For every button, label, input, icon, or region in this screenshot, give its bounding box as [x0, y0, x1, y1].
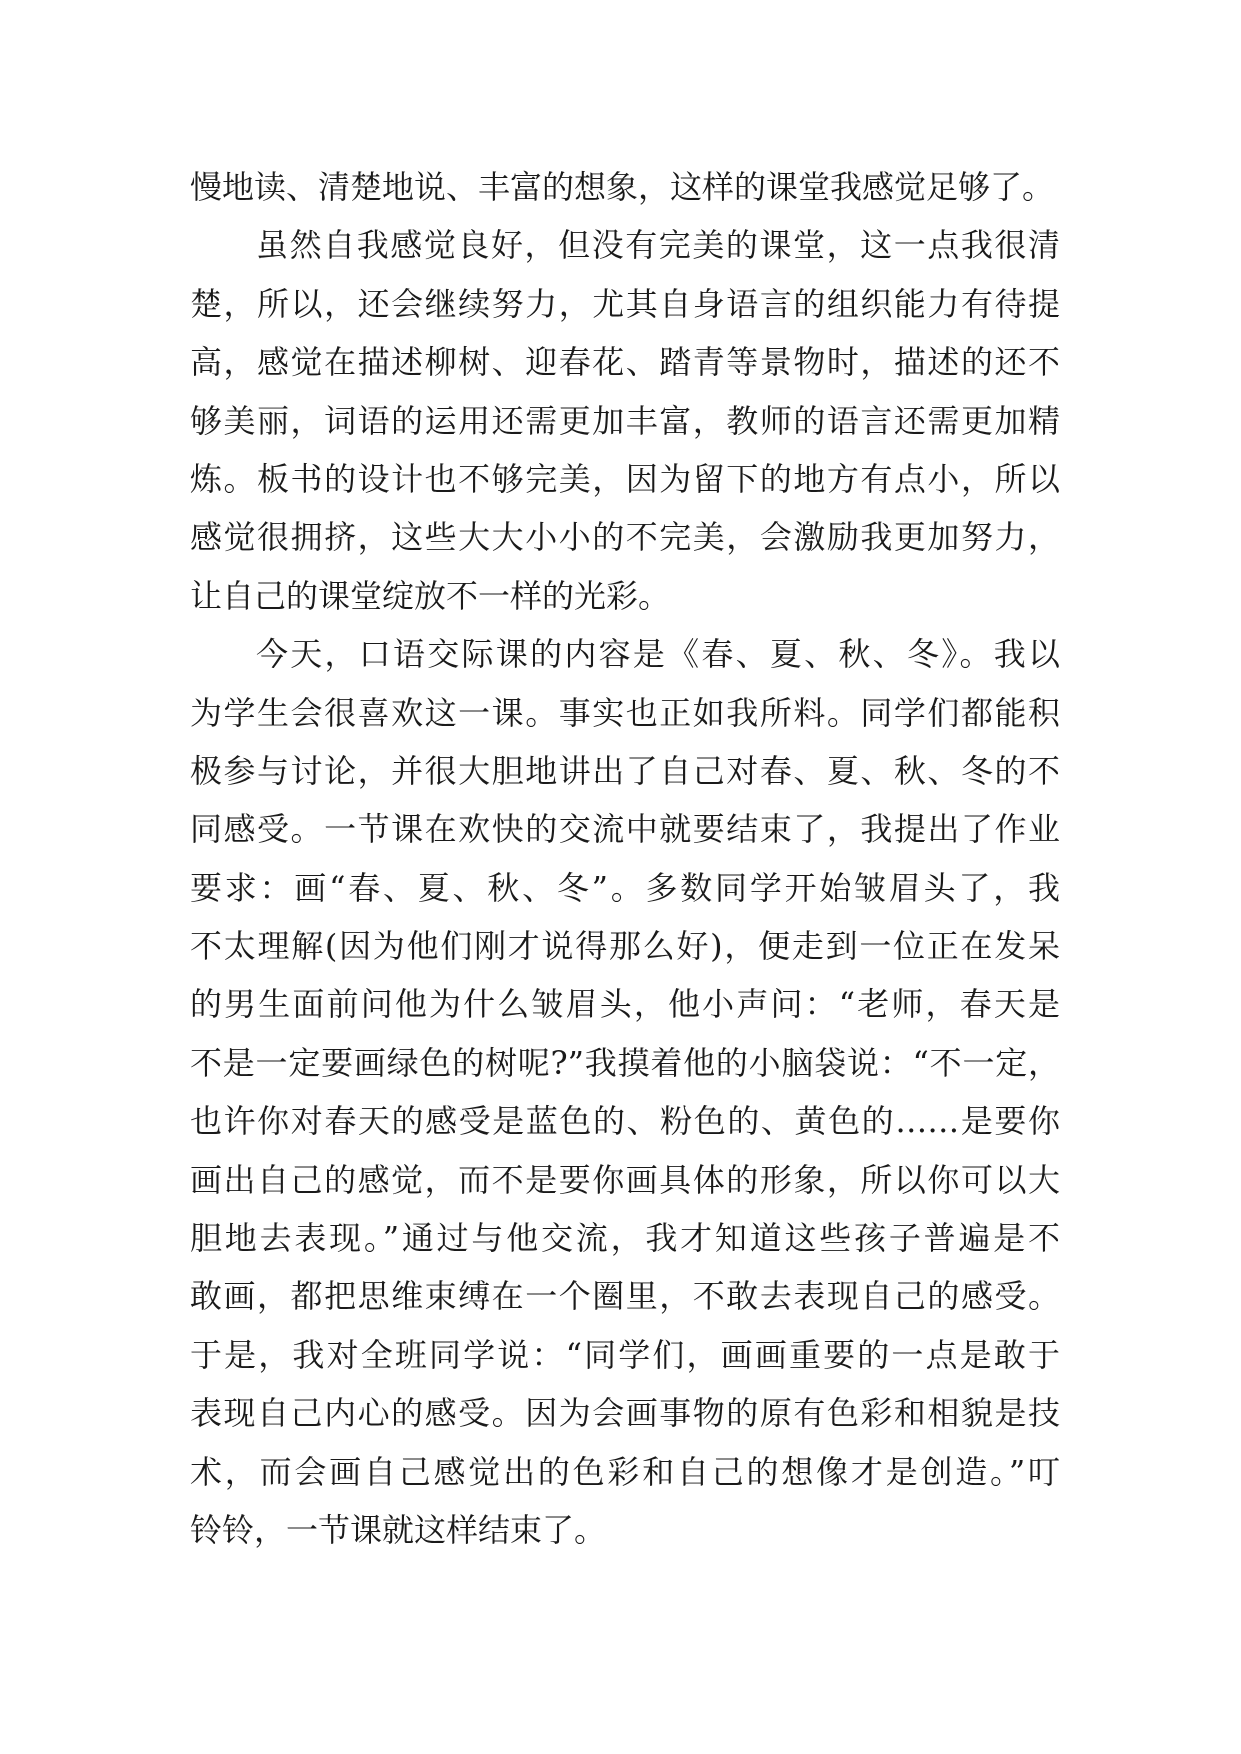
- text-line: 感觉很拥挤，这些大大小小的不完美，会激励我更加努力，: [190, 518, 1060, 557]
- text-line: 胆地去表现。”通过与他交流，我才知道这些孩子普遍是不: [190, 1219, 1060, 1258]
- text-line: 楚，所以，还会继续努力，尤其自身语言的组织能力有待提: [190, 284, 1060, 323]
- text-line: 画出自己的感觉，而不是要你画具体的形象，所以你可以大: [190, 1160, 1060, 1199]
- text-line: 敢画，都把思维束缚在一个圈里，不敢去表现自己的感受。: [190, 1277, 1060, 1316]
- text-line: 为学生会很喜欢这一课。事实也正如我所料。同学们都能积: [190, 693, 1060, 732]
- text-line: 炼。板书的设计也不够完美，因为留下的地方有点小，所以: [190, 459, 1060, 498]
- text-line: 慢地读、清楚地说、丰富的想象，这样的课堂我感觉足够了。: [190, 168, 1055, 206]
- text-line: 虽然自我感觉良好，但没有完美的课堂，这一点我很清: [256, 226, 1060, 265]
- text-line: 极参与讨论，并很大胆地讲出了自己对春、夏、秋、冬的不: [190, 751, 1060, 790]
- text-line: 够美丽，词语的运用还需更加丰富，教师的语言还需更加精: [190, 401, 1060, 440]
- text-line: 的男生面前问他为什么皱眉头，他小声问：“老师，春天是: [190, 985, 1060, 1024]
- text-line: 让自己的课堂绽放不一样的光彩。: [190, 576, 671, 615]
- text-line: 铃铃，一节课就这样结束了。: [190, 1510, 607, 1549]
- text-line: 表现自己内心的感受。因为会画事物的原有色彩和相貌是技: [190, 1394, 1060, 1433]
- text-line: 也许你对春天的感受是蓝色的、粉色的、黄色的……是要你: [190, 1102, 1060, 1141]
- text-line: 于是，我对全班同学说：“同学们，画画重要的一点是敢于: [190, 1335, 1060, 1374]
- text-line: 术，而会画自己感觉出的色彩和自己的想像才是创造。”叮: [190, 1452, 1060, 1491]
- text-line: 不是一定要画绿色的树呢?”我摸着他的小脑袋说：“不一定，: [190, 1043, 1060, 1082]
- text-line: 要求：画“春、夏、秋、冬”。多数同学开始皱眉头了，我: [190, 868, 1060, 907]
- text-line: 高，感觉在描述柳树、迎春花、踏青等景物时，描述的还不: [190, 343, 1060, 382]
- text-line: 不太理解(因为他们刚才说得那么好)，便走到一位正在发呆: [190, 927, 1060, 966]
- body-text: [190, 158, 1060, 1559]
- text-line: 同感受。一节课在欢快的交流中就要结束了，我提出了作业: [190, 810, 1060, 849]
- text-line: 今天，口语交际课的内容是《春、夏、秋、冬》。我以: [256, 635, 1060, 674]
